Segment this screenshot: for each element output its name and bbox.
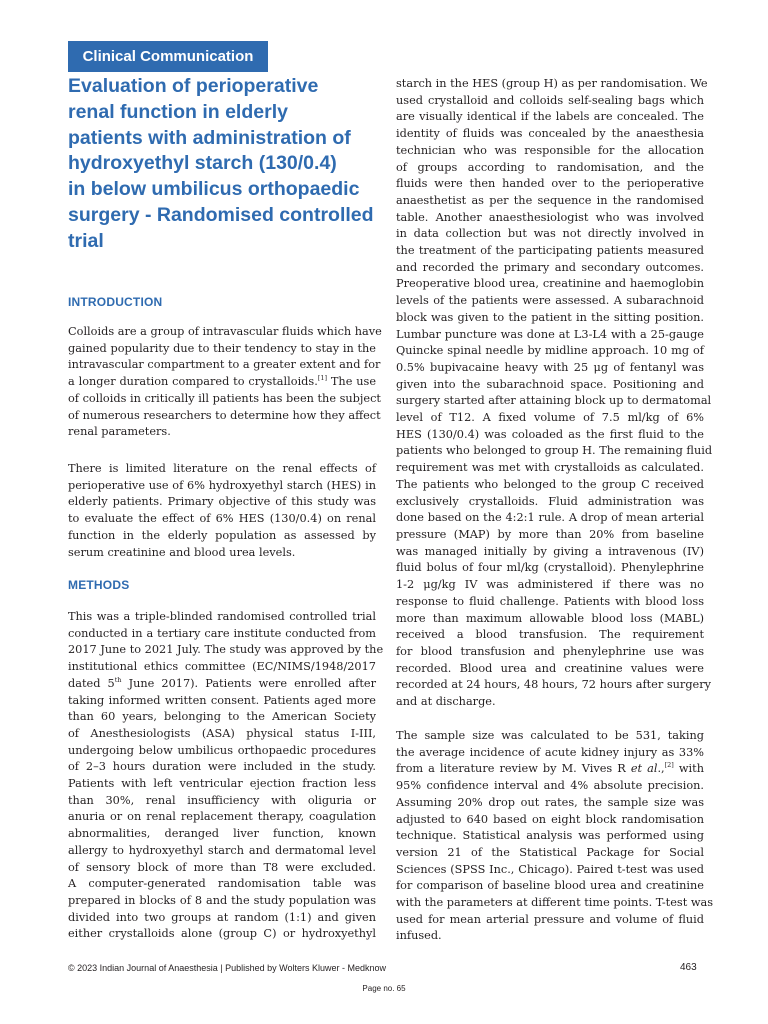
text-segment: with [673, 762, 704, 776]
section-label: Clinical Communication [68, 41, 268, 72]
text-line: conducted in a tertiary care institute conducted from [68, 626, 376, 640]
text-line: of groups according to randomisation, and the [396, 160, 704, 174]
text-line: 95% confidence interval and 4% absolute precision. [396, 779, 704, 793]
text-line: received a blood transfusion. The requirement [396, 628, 704, 642]
text-line: recorded. Blood urea and creatinine values were [396, 661, 704, 675]
text-line: and at discharge. [396, 695, 496, 709]
text-line: starch in the HES (group H) as per randomisation. We [396, 77, 708, 90]
text-line: elderly patients. Primary objective of this study was [68, 495, 376, 509]
text-line: are visually identical if the labels are concealed. The [396, 110, 704, 124]
text-segment: June 2017). Patients were enrolled after [121, 676, 376, 690]
text-line: Colloids are a group of intravascular fluids which have [68, 325, 382, 338]
text-line: renal parameters. [68, 425, 171, 439]
text-line: more than maximum allowable blood loss (MABL) [396, 611, 704, 625]
text-line: patients who belonged to group H. The remaining fluid [396, 444, 713, 458]
title-line: hydroxyethyl starch (130/0.4) [68, 152, 337, 175]
text-line: in data collection but was not directly involved in [396, 227, 704, 241]
et-al: et al [630, 762, 658, 776]
text-line: surgery started after attaining block up to dermatomal [396, 394, 712, 408]
text-line: of numerous researchers to determine how they affect [68, 408, 381, 422]
text-line: Preoperative blood urea, creatinine and haemoglobin [396, 277, 704, 291]
article-title [68, 74, 374, 255]
text-line: done based on the 4:2:1 rule. A drop of mean arterial [396, 511, 704, 525]
text-line: recorded at 24 hours, 48 hours, 72 hours after surgery [396, 678, 712, 692]
text-line: 2017 June to 2021 July. The study was approved by the [68, 643, 384, 657]
text-line: levels of the patients were assessed. A subarachnoid [396, 294, 704, 308]
text-line: intravascular compartment to a greater extent and for [68, 358, 381, 372]
intro-paragraph-1 [68, 324, 382, 441]
text-line: technician who was responsible for the allocation [396, 143, 704, 157]
text-line: adjusted to 640 based on eight block randomisation [396, 812, 704, 826]
text-line: to evaluate the effect of 6% HES (130/0.4) on renal [68, 512, 376, 526]
text-line: function in the elderly population as assessed by [68, 528, 376, 542]
text-line [68, 374, 376, 391]
text-segment: dated 5 [68, 676, 115, 690]
citation-ref: [2] [664, 761, 674, 770]
text-line: 0.5% bupivacaine heavy with 25 μg of fentanyl was [396, 360, 704, 374]
text-line [68, 676, 376, 693]
text-line: either crystalloids alone (group C) or hydroxyethyl [68, 927, 376, 941]
text-line: undergoing below umbilicus orthopaedic procedures [68, 743, 376, 757]
intro-paragraph-2 [68, 461, 376, 561]
text-line: taking informed written consent. Patients aged more [68, 693, 376, 707]
title-line: surgery - Randomised controlled [68, 203, 374, 226]
text-line: given into the subarachnoid space. Positioning and [396, 377, 704, 391]
text-line: fluids were then handed over to the perioperative [396, 177, 704, 191]
title-line: trial [68, 229, 104, 252]
text-line: There is limited literature on the renal effects of [68, 462, 376, 475]
text-line: infused. [396, 929, 442, 943]
text-line: This was a triple-blinded randomised controlled trial [68, 610, 376, 623]
methods-paragraph-3 [396, 728, 714, 945]
text-line: for blood transfusion and phenylephrine use was [396, 644, 704, 658]
text-line: prepared in blocks of 8 and the study population was [68, 893, 376, 907]
text-line: Sciences (SPSS Inc., Chicago). Paired t-test was used [396, 862, 704, 876]
text-line: Assuming 20% drop out rates, the sample size was [396, 795, 704, 809]
text-line: of Anesthesiologists (ASA) physical status I-III, [68, 726, 376, 740]
text-line: identity of fluids was concealed by the anaesthesia [396, 127, 704, 141]
text-line: of colloids in critically ill patients has been the subject [68, 391, 381, 405]
text-line: table. Another anaesthesiologist who was involved [396, 210, 704, 224]
text-segment: from a literature review by M. Vives R [396, 762, 631, 776]
text-line: anuria or on renal replacement therapy, coagulation [68, 810, 376, 824]
text-line: fluid bolus of four ml/kg (crystalloid). Phenylephrine [396, 561, 704, 575]
text-line: level of T12. A fixed volume of 7.5 ml/kg of 6% [396, 411, 704, 425]
text-line: A computer-generated randomisation table was [68, 877, 376, 891]
text-line: anaesthetist as per the sequence in the randomised [396, 193, 704, 207]
text-line: and recorded the primary and secondary outcomes. [396, 260, 704, 274]
text-line: the treatment of the participating patients measured [396, 244, 704, 258]
text-line: 1-2 μg/kg IV was administered if there was no [396, 578, 704, 592]
text-line: than 30%, renal insufficiency with oliguria or [68, 793, 376, 807]
methods-paragraph-2 [396, 76, 713, 711]
text-line: used for mean arterial pressure and volume of fluid [396, 912, 704, 926]
methods-paragraph-1 [68, 609, 384, 943]
text-line: allergy to hydroxyethyl starch and dermatomal level [68, 843, 376, 857]
introduction-heading: INTRODUCTION [68, 295, 163, 309]
text-line: perioperative use of 6% hydroxyethyl starch (HES) in [68, 478, 376, 492]
text-line: serum creatinine and blood urea levels. [68, 545, 296, 559]
text-line: than 60 years, belonging to the American Society [68, 710, 376, 724]
text-line: used crystalloid and colloids self-sealing bags which [396, 93, 704, 107]
text-line: was managed initially by giving a intravenous (IV) [396, 544, 704, 558]
methods-heading: METHODS [68, 578, 130, 592]
text-line: of 2–3 hours duration were included in the study. [68, 760, 376, 774]
text-line: divided into two groups at random (1:1) and given [68, 910, 376, 924]
text-segment: a longer duration compared to crystalloids. [68, 375, 318, 389]
title-line: patients with administration of [68, 126, 351, 149]
text-segment: The use [327, 375, 376, 389]
text-line: technique. Statistical analysis was performed using [396, 829, 704, 843]
text-line: requirement was met with crystalloids as calculated. [396, 461, 704, 475]
text-line: Quincke spinal needle by midline approach. 10 mg of [396, 344, 704, 358]
ordinal-suffix: th [114, 676, 122, 685]
title-line: renal function in elderly [68, 100, 288, 123]
page-no-label: Page no. 65 [362, 984, 406, 993]
footer-copyright: © 2023 Indian Journal of Anaesthesia | Published by Wolters Kluwer - Medknow [68, 963, 386, 973]
text-line: The sample size was calculated to be 531, taking [396, 729, 704, 742]
text-line: pressure (MAP) by more than 20% from baseline [396, 527, 704, 541]
text-line [396, 761, 704, 778]
text-line: block was given to the patient in the sitting position. [396, 310, 704, 324]
text-line: of sensory block of more than T8 were excluded. [68, 860, 376, 874]
text-line: version 21 of the Statistical Package for Social [396, 845, 704, 859]
page-number: 463 [680, 962, 697, 973]
text-line: Patients with left ventricular ejection fraction less [68, 777, 376, 791]
text-line: The patients who belonged to the group C received [396, 477, 704, 491]
text-line: institutional ethics committee (EC/NIMS/1948/2017 [68, 660, 376, 674]
text-line: gained popularity due to their tendency to stay in the [68, 341, 376, 355]
text-line: with the parameters at different time points. T-test was [396, 896, 714, 910]
text-line: Lumbar puncture was done at L3-L4 with a 25-gauge [396, 327, 704, 341]
text-line: response to fluid challenge. Patients with blood loss [396, 594, 704, 608]
citation-ref: [1] [317, 374, 328, 383]
title-line: Evaluation of perioperative [68, 75, 319, 97]
text-segment: ., [657, 762, 665, 776]
text-line: HES (130/0.4) was coloaded as the first fluid to the [396, 427, 704, 441]
text-line: exclusively crystalloids. Fluid administration was [396, 494, 704, 508]
text-line: for comparison of baseline blood urea and creatinine [396, 879, 704, 893]
text-line: the average incidence of acute kidney injury as 33% [396, 745, 704, 759]
title-line: in below umbilicus orthopaedic [68, 178, 360, 201]
text-line: abnormalities, deranged liver function, known [68, 827, 376, 841]
